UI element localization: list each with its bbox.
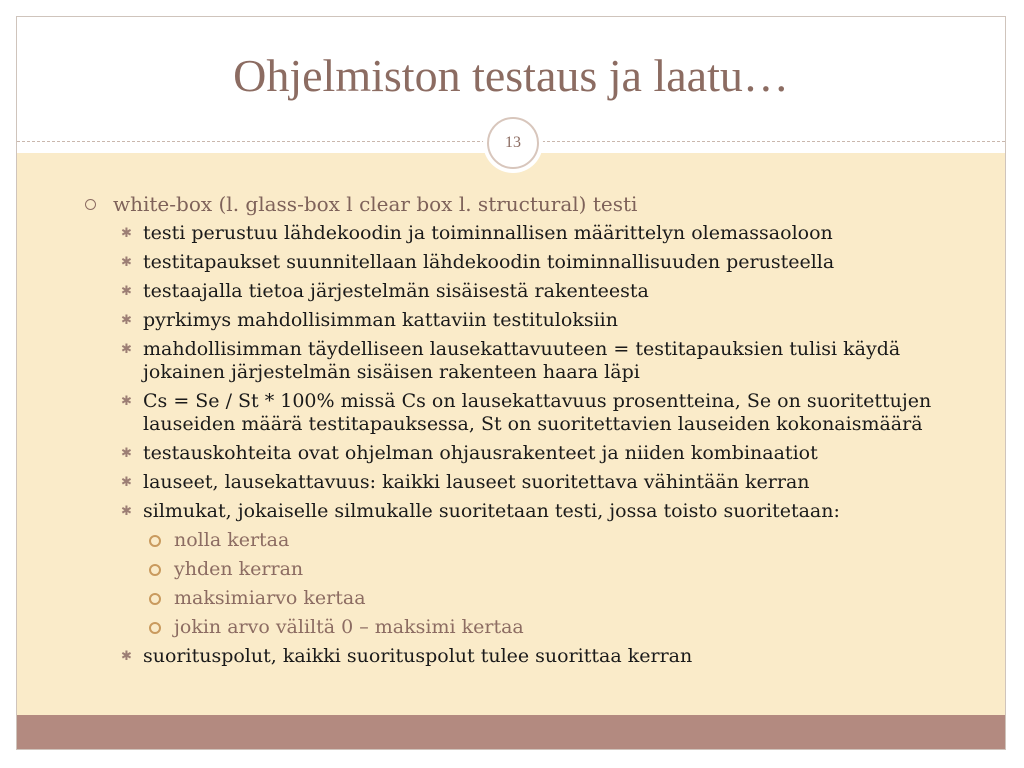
list-item-level1 [17, 193, 1005, 216]
list-item-level3 [17, 616, 1005, 639]
bullet-list [17, 193, 1005, 674]
list-item-text: silmukat, jokaiselle silmukalle suoritetaan testi, jossa toisto suoritetaan: [143, 500, 840, 522]
list-item-level2 [17, 280, 1005, 303]
slide-title: Ohjelmiston testaus ja laatu… [233, 50, 789, 101]
list-item-text: Cs = Se / St * 100% missä Cs on lausekattavuus prosentteina, Se on suoritettujen lauseiden määrä testitapauksessa, St on suoritettavien lauseiden kokonaismäärä [143, 390, 932, 435]
list-item-text: maksimiarvo kertaa [174, 587, 366, 609]
star-bullet-icon: ✱ [121, 313, 132, 328]
footer-bar [17, 715, 1005, 749]
list-item-level2 [17, 309, 1005, 332]
list-item-text: testaajalla tietoa järjestelmän sisäisestä rakenteesta [143, 280, 649, 302]
star-bullet-icon: ✱ [121, 255, 132, 270]
page-number: 13 [505, 134, 521, 151]
list-item-level3 [17, 558, 1005, 581]
list-item-text: testitapaukset suunnitellaan lähdekoodin toiminnallisuuden perusteella [143, 251, 835, 273]
list-item-text: white-box (l. glass-box l clear box l. structural) testi [113, 192, 638, 216]
list-item-level2 [17, 471, 1005, 494]
star-bullet-icon: ✱ [121, 284, 132, 299]
list-item-level2 [17, 442, 1005, 465]
list-item-level3 [17, 587, 1005, 610]
list-item-level2 [17, 500, 1005, 523]
circle-bullet-icon [85, 199, 96, 210]
list-item-text: lauseet, lausekattavuus: kaikki lauseet suoritettava vähintään kerran [143, 471, 810, 493]
star-bullet-icon: ✱ [121, 649, 132, 664]
star-bullet-icon: ✱ [121, 446, 132, 461]
list-item-text: jokin arvo väliltä 0 – maksimi kertaa [174, 616, 524, 638]
star-bullet-icon: ✱ [121, 226, 132, 241]
star-bullet-icon: ✱ [121, 342, 132, 357]
list-item-text: suorituspolut, kaikki suorituspolut tulee suorittaa kerran [143, 645, 693, 667]
star-bullet-icon: ✱ [121, 504, 132, 519]
ring-bullet-icon [149, 593, 161, 605]
star-bullet-icon: ✱ [121, 394, 132, 409]
list-item-text: yhden kerran [174, 558, 304, 580]
star-bullet-icon: ✱ [121, 475, 132, 490]
list-item-text: testi perustuu lähdekoodin ja toiminnallisen määrittelyn olemassaoloon [143, 222, 833, 244]
slide [16, 16, 1006, 750]
list-item-text: testauskohteita ovat ohjelman ohjausrakenteet ja niiden kombinaatiot [143, 442, 818, 464]
list-item-level2 [17, 645, 1005, 668]
page-number-badge [487, 117, 539, 169]
list-item-text: nolla kertaa [174, 529, 290, 551]
list-item-level2 [17, 222, 1005, 245]
list-item-level3 [17, 529, 1005, 552]
list-item-text: pyrkimys mahdollisimman kattaviin testituloksiin [143, 309, 618, 331]
list-item-level2 [17, 251, 1005, 274]
ring-bullet-icon [149, 622, 161, 634]
content-area [17, 153, 1005, 715]
ring-bullet-icon [149, 535, 161, 547]
list-item-level2 [17, 338, 1005, 384]
ring-bullet-icon [149, 564, 161, 576]
list-item-level2 [17, 390, 1005, 436]
list-item-text: mahdollisimman täydelliseen lausekattavuuteen = testitapauksien tulisi käydä jokainen järjestelmän sisäisen rakenteen haara läpi [143, 338, 901, 383]
